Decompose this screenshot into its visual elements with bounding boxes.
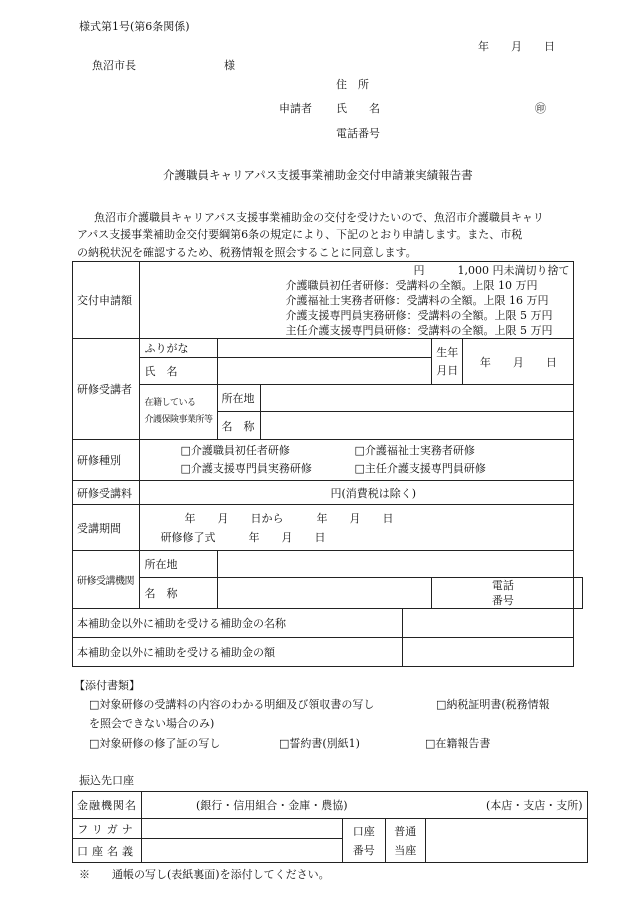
grant-limit: 介護職員初任者研修：受講料の全額。上限 10 万円 [285, 278, 538, 292]
applicant-phone-label: 電話番号 [336, 127, 380, 140]
account-number-field[interactable] [425, 819, 587, 863]
employer-label-line: 在籍している [144, 398, 196, 408]
account-label-line: 番号 [352, 843, 375, 857]
intro-line-1: 魚沼市介護職員キャリアパス支援事業補助金の交付を受けたいので、魚沼市介護職員キャリ [94, 211, 544, 224]
account-type-options[interactable] [385, 819, 425, 863]
trainee-name-field[interactable] [217, 358, 432, 385]
phone-label-line: 電話 [491, 579, 514, 592]
bank-institution-label: 金融機関名 [73, 792, 142, 819]
institution-phone-label [432, 578, 574, 609]
institution-label: 研修受講機関 [73, 551, 140, 609]
addressee: 魚沼市長 様 [92, 59, 235, 72]
other-subsidy-amount-label: 本補助金以外に補助を受ける補助金の額 [73, 638, 403, 667]
branch-types: (本店・支店・支所) [486, 799, 583, 812]
period-line: 研修修了式 年 月 日 [160, 530, 326, 544]
birth-label-line: 月日 [436, 363, 459, 377]
employer-name-field[interactable] [261, 412, 574, 440]
birth-label [432, 339, 463, 385]
grant-limit: 介護福祉士実務者研修：受講料の全額。上限 16 万円 [285, 293, 549, 307]
bank-table [72, 791, 588, 863]
training-type-options [140, 440, 574, 481]
grant-label: 交付申請額 [73, 262, 140, 339]
attachment-checkbox[interactable]: □納税証明書(税務情報 [436, 698, 550, 711]
furigana-label: フリガナ [73, 819, 142, 839]
institution-phone-field[interactable] [574, 578, 583, 609]
furigana-label: ふりがな [140, 339, 217, 358]
training-option-checkbox[interactable]: □介護支援専門員実務研修 [180, 462, 312, 475]
applicant-name-label: 氏 名 [336, 102, 380, 115]
birth-date-field[interactable]: 年 月 日 [463, 339, 574, 385]
employer-location-field[interactable] [261, 385, 574, 412]
grant-amount-line: 円 1,000 円未満切り捨て [413, 263, 570, 277]
fee-field[interactable]: 円(消費税は除く) [140, 481, 574, 505]
trainee-furigana-field[interactable] [217, 339, 432, 358]
training-option-checkbox[interactable]: □介護職員初任者研修 [180, 444, 290, 457]
attachment-note: を照会できない場合のみ) [89, 717, 215, 730]
intro-line-3: の納税状況を確認するため、税務情報を照会することに同意します。 [77, 246, 417, 259]
period-line: 年 月 日から 年 月 日 [184, 511, 394, 525]
training-option-checkbox[interactable]: □介護福祉士実務者研修 [354, 444, 475, 457]
account-type-option[interactable]: 当座 [394, 843, 417, 857]
employer-location-label: 所在地 [217, 385, 261, 412]
account-number-label [342, 819, 385, 863]
fee-label: 研修受講料 [73, 481, 140, 505]
institution-name-label: 名 称 [140, 578, 217, 609]
institution-location-label: 所在地 [140, 551, 217, 578]
seal-mark: ㊞ [535, 102, 546, 115]
phone-label-line: 番号 [491, 594, 514, 607]
bank-institution-field[interactable] [142, 792, 588, 819]
applicant-label: 申請者 [279, 102, 312, 115]
other-subsidy-amount-field[interactable] [403, 638, 574, 667]
account-holder-field[interactable] [142, 839, 343, 863]
page-title: 介護職員キャリアパス支援事業補助金交付申請兼実績報告書 [163, 168, 473, 182]
other-subsidy-name-field[interactable] [403, 609, 574, 638]
account-holder-furigana-field[interactable] [142, 819, 343, 839]
birth-label-line: 生年 [436, 345, 459, 359]
attachments-heading: 【添付書類】 [74, 679, 140, 692]
training-type-label: 研修種別 [73, 440, 140, 481]
other-subsidy-name-label: 本補助金以外に補助を受ける補助金の名称 [73, 609, 403, 638]
passbook-note: ※ 通帳の写し(表紙裏面)を添付してください。 [79, 868, 330, 881]
account-type-option[interactable]: 普通 [394, 824, 417, 838]
grant-cell[interactable] [140, 262, 574, 339]
grant-limit: 介護支援専門員実務研修：受講料の全額。上限 5 万円 [285, 308, 553, 322]
application-table [72, 261, 583, 667]
institution-location-field[interactable] [217, 551, 574, 578]
attachment-checkbox[interactable]: □誓約書(別紙1) [279, 737, 360, 750]
institution-types: (銀行・信用組合・金庫・農協) [196, 799, 348, 812]
applicant-address-label: 住 所 [336, 78, 369, 91]
employer-name-label: 名 称 [217, 412, 261, 440]
grant-limit: 主任介護支援専門員研修：受講料の全額。上限 5 万円 [285, 323, 553, 337]
attachment-checkbox[interactable]: □対象研修の修了証の写し [89, 737, 221, 750]
account-label-line: 口座 [352, 824, 375, 838]
training-option-checkbox[interactable]: □主任介護支援専門員研修 [354, 462, 486, 475]
intro-line-2: アパス支援事業補助金交付要綱第6条の規定により、下記のとおり申請します。また、市税 [77, 228, 523, 241]
date-line: 年 月 日 [478, 40, 555, 53]
bank-heading: 振込先口座 [79, 774, 134, 787]
period-label: 受講期間 [73, 505, 140, 551]
institution-name-field[interactable] [217, 578, 432, 609]
employer-label-line: 介護保険事業所等 [144, 415, 213, 425]
employer-label [140, 385, 217, 440]
attachment-checkbox[interactable]: □在籍報告書 [425, 737, 491, 750]
account-holder-label: 口座名義 [73, 839, 142, 863]
period-field[interactable] [140, 505, 574, 551]
trainee-name-label: 氏 名 [140, 358, 217, 385]
form-number: 様式第1号(第6条関係) [79, 20, 190, 33]
attachment-checkbox[interactable]: □対象研修の受講料の内容のわかる明細及び領収書の写し [89, 698, 375, 711]
trainee-label: 研修受講者 [73, 339, 140, 440]
